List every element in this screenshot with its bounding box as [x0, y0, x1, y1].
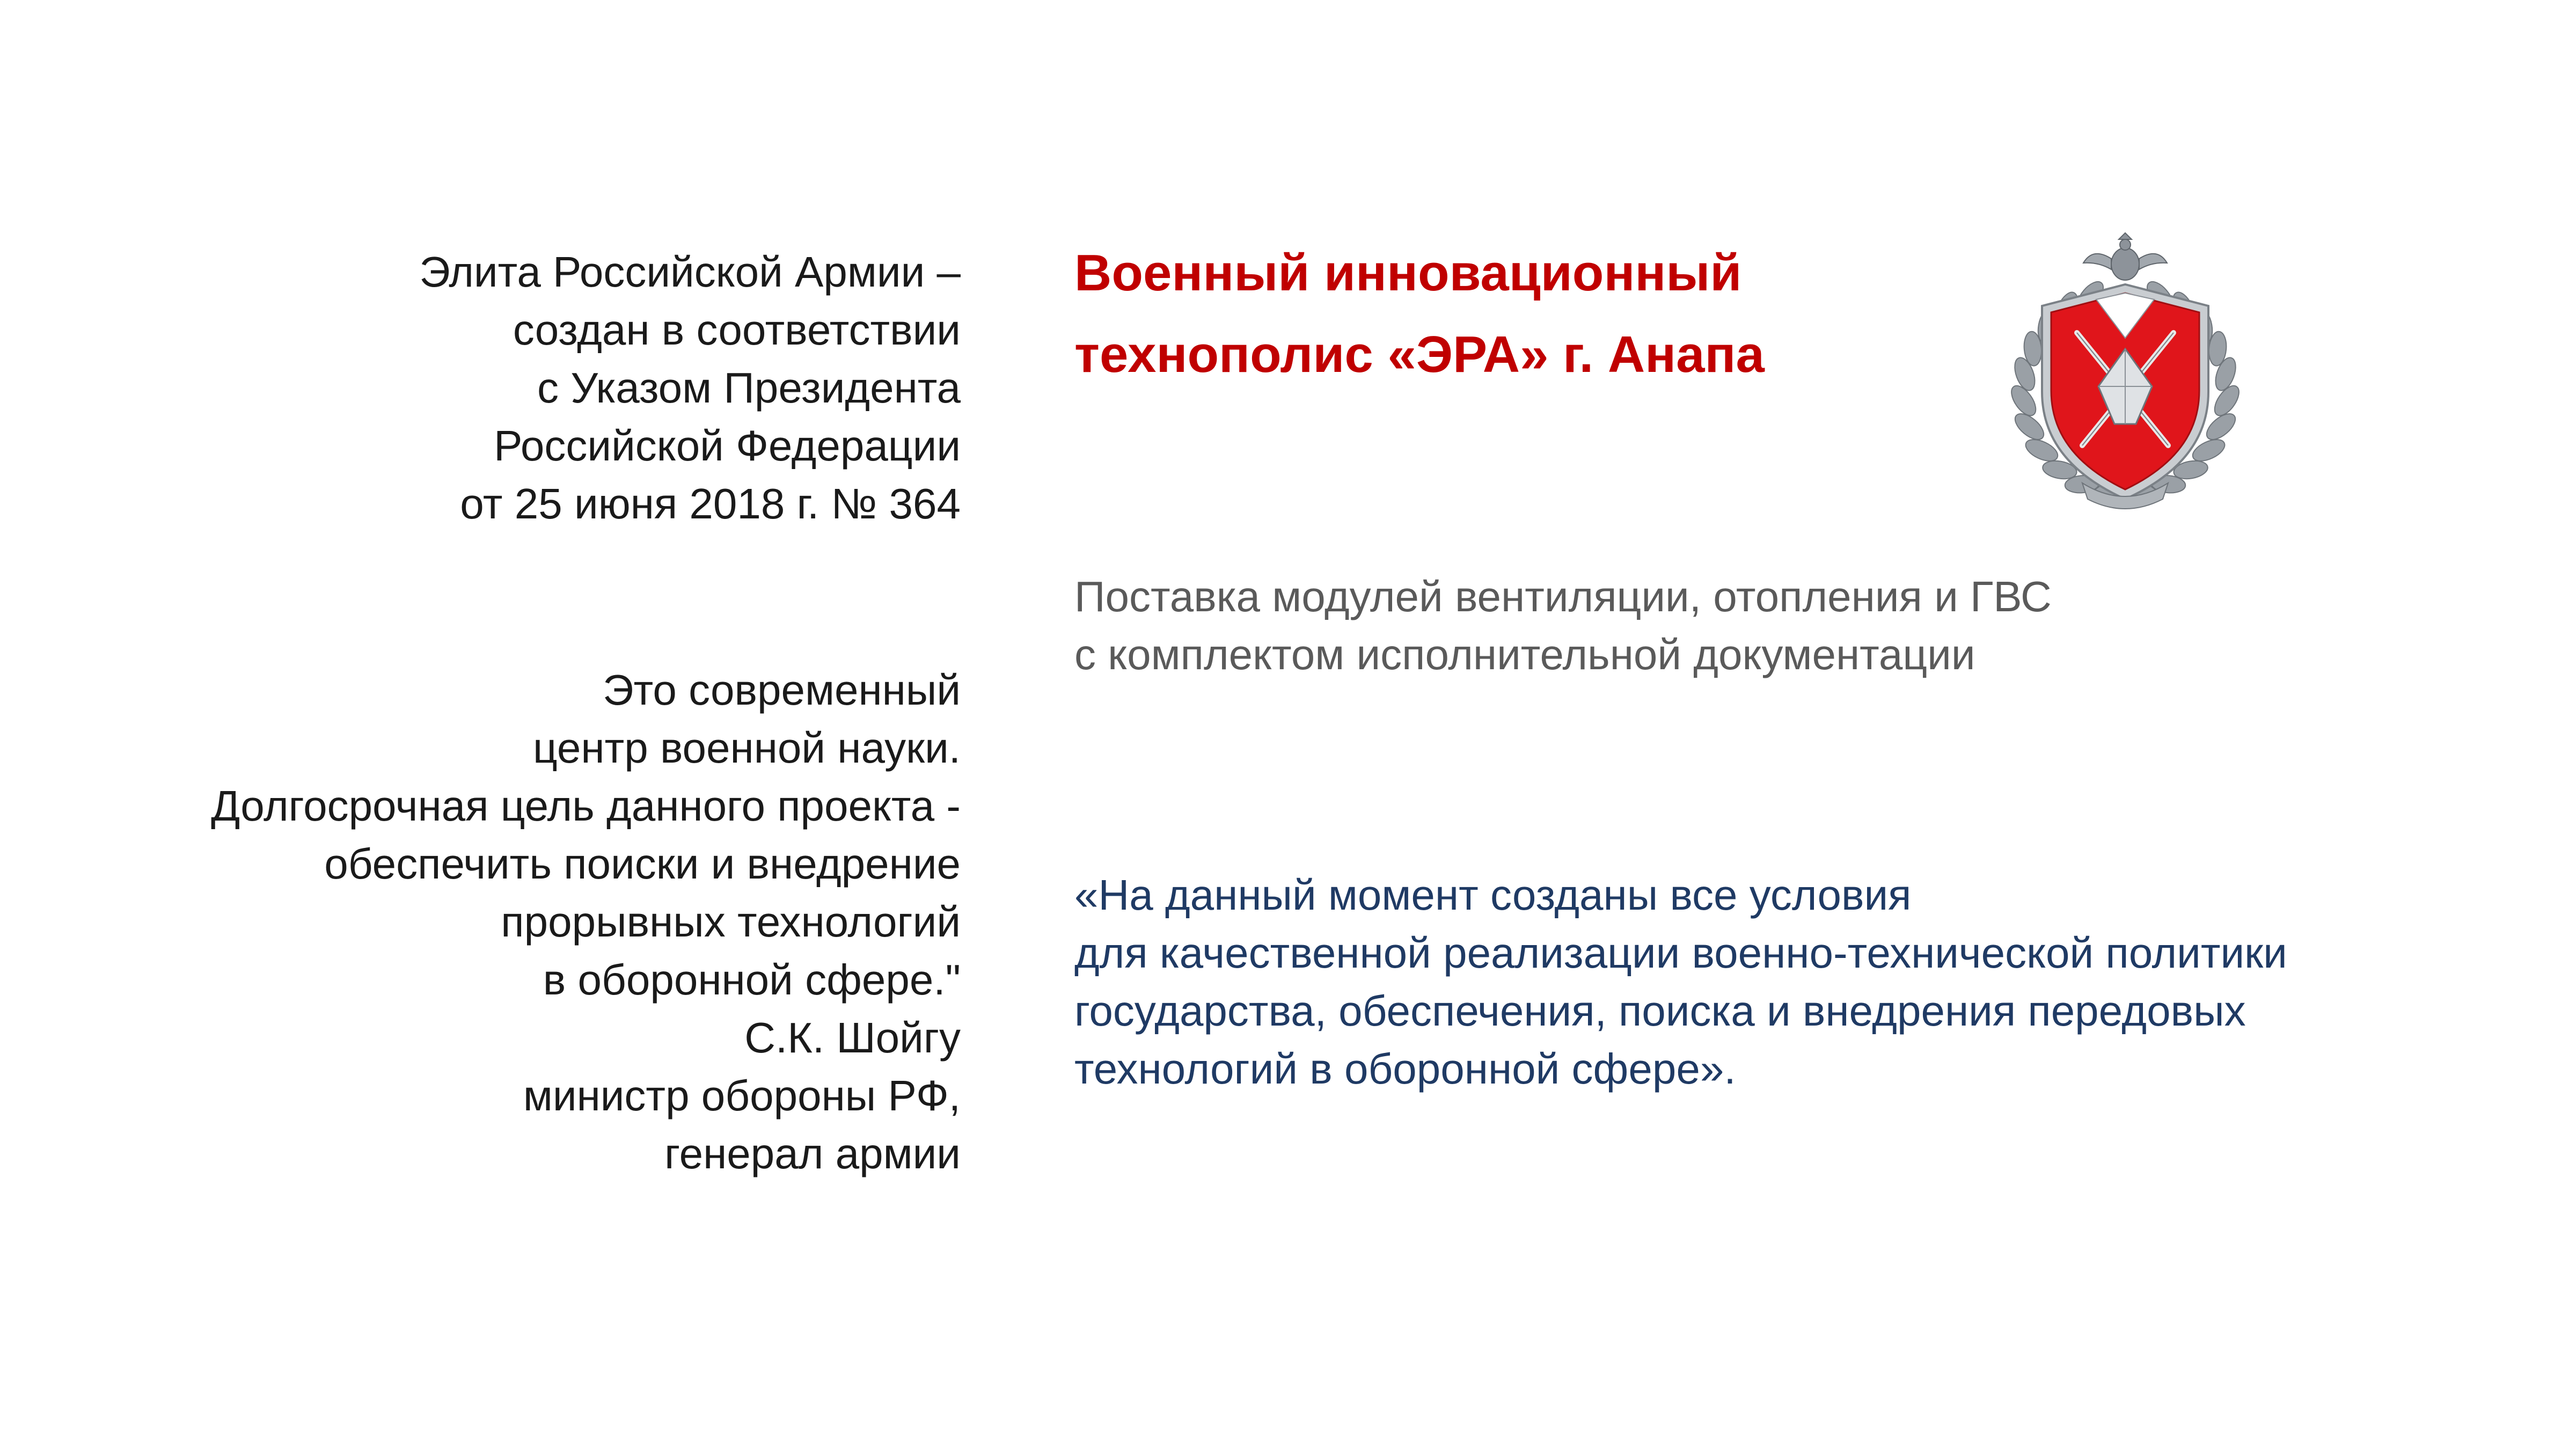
military-emblem-icon	[1991, 231, 2259, 521]
quote-line: прорывных технологий	[501, 898, 961, 946]
intro-line: создан в соответствии	[513, 306, 961, 354]
page-title	[1074, 232, 1765, 396]
quote-line: Это современный	[603, 666, 961, 714]
title-line: Военный инновационный	[1074, 244, 1742, 302]
intro-line: Российской Федерации	[494, 422, 961, 470]
intro-text-block	[419, 243, 961, 533]
quote-line: центр военной науки.	[533, 724, 961, 772]
quote-line: в оборонной сфере."	[543, 956, 961, 1004]
supply-line: Поставка модулей вентиляции, отопления и ГВС	[1074, 573, 2052, 620]
supply-line: с комплектом исполнительной документации	[1074, 631, 1975, 678]
citation-line: для качественной реализации военно-технической политики	[1074, 929, 2287, 977]
intro-line: Элита Российской Армии –	[419, 248, 961, 296]
supply-description	[1074, 568, 2052, 684]
intro-line: с Указом Президента	[537, 364, 961, 412]
citation-block	[1074, 866, 2287, 1098]
shoigu-quote-block	[211, 661, 961, 1183]
quote-line: Долгосрочная цель данного проекта -	[211, 782, 961, 830]
intro-line: от 25 июня 2018 г. № 364	[460, 480, 961, 528]
quote-line: обеспечить поиски и внедрение	[324, 840, 961, 888]
title-line: технополис «ЭРА» г. Анапа	[1074, 326, 1765, 383]
citation-line: государства, обеспечения, поиска и внедрения передовых	[1074, 987, 2246, 1035]
quote-author-rank: генерал армии	[664, 1130, 961, 1177]
citation-line: технологий в оборонной сфере».	[1074, 1045, 1736, 1093]
quote-author-title: министр обороны РФ,	[523, 1072, 961, 1119]
quote-author: С.К. Шойгу	[744, 1014, 961, 1062]
citation-line: «На данный момент созданы все условия	[1074, 871, 1912, 919]
